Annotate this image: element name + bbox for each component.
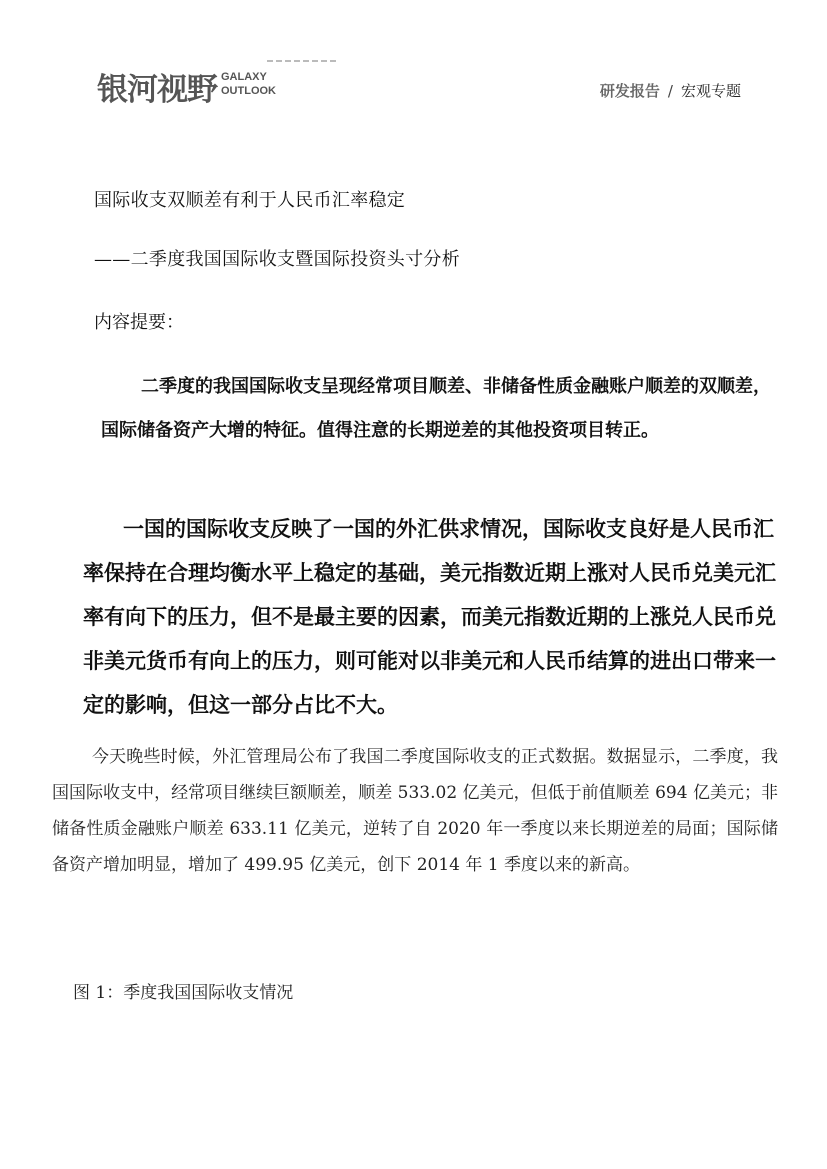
abstract-paragraph: 二季度的我国国际收支呈现经常项目顺差、非储备性质金融账户顺差的双顺差，国际储备资产大增的特征。值得注意的长期逆差的其他投资项目转正。 — [101, 376, 771, 441]
article-subtitle: ——二季度我国国际收支暨国际投资头寸分析 — [94, 249, 460, 270]
category-separator: / — [667, 82, 673, 100]
lead-paragraph: 一国的国际收支反映了一国的外汇供求情况，国际收支良好是人民币汇率保持在合理均衡水平上稳定的基础，美元指数近期上涨对人民币兑美元汇率有向下的压力，但不是最主要的因素，而美元指数近期的上涨兑人民币兑非美元货币有向上的压力，则可能对以非美元和人民币结算的进出口带来一定的影响，但这一部分占比不大。 — [83, 516, 776, 717]
report-category — [600, 80, 741, 101]
logo-en-line2: OUTLOOK — [221, 85, 276, 97]
logo-english-text — [221, 70, 276, 98]
category-label: 研发报告 — [599, 82, 660, 100]
logo-dots — [267, 60, 336, 62]
logo-en-line1: GALAXY — [221, 71, 267, 83]
body-paragraph: 今天晚些时候，外汇管理局公布了我国二季度国际收支的正式数据。数据显示，二季度，我国国际收支中，经常项目继续巨额顺差，顺差 533.02 亿美元，但低于前值顺差 694 亿美元；非储备性质金融账户顺差 633.11 亿美元，逆转了自 2020 年一季度以来长期逆差的局面；国际储备资产增加明显，增加了 499.95 亿美元，创下 2014 年 1 季度以来的新高。 — [52, 747, 778, 875]
subcategory-label: 宏观专题 — [680, 82, 741, 100]
logo-chinese-text: 银河视野 — [97, 72, 217, 108]
article-title: 国际收支双顺差有利于人民币汇率稳定 — [94, 190, 406, 211]
figure-caption: 图 1：季度我国国际收支情况 — [73, 983, 294, 1003]
abstract-label: 内容提要： — [94, 312, 184, 333]
